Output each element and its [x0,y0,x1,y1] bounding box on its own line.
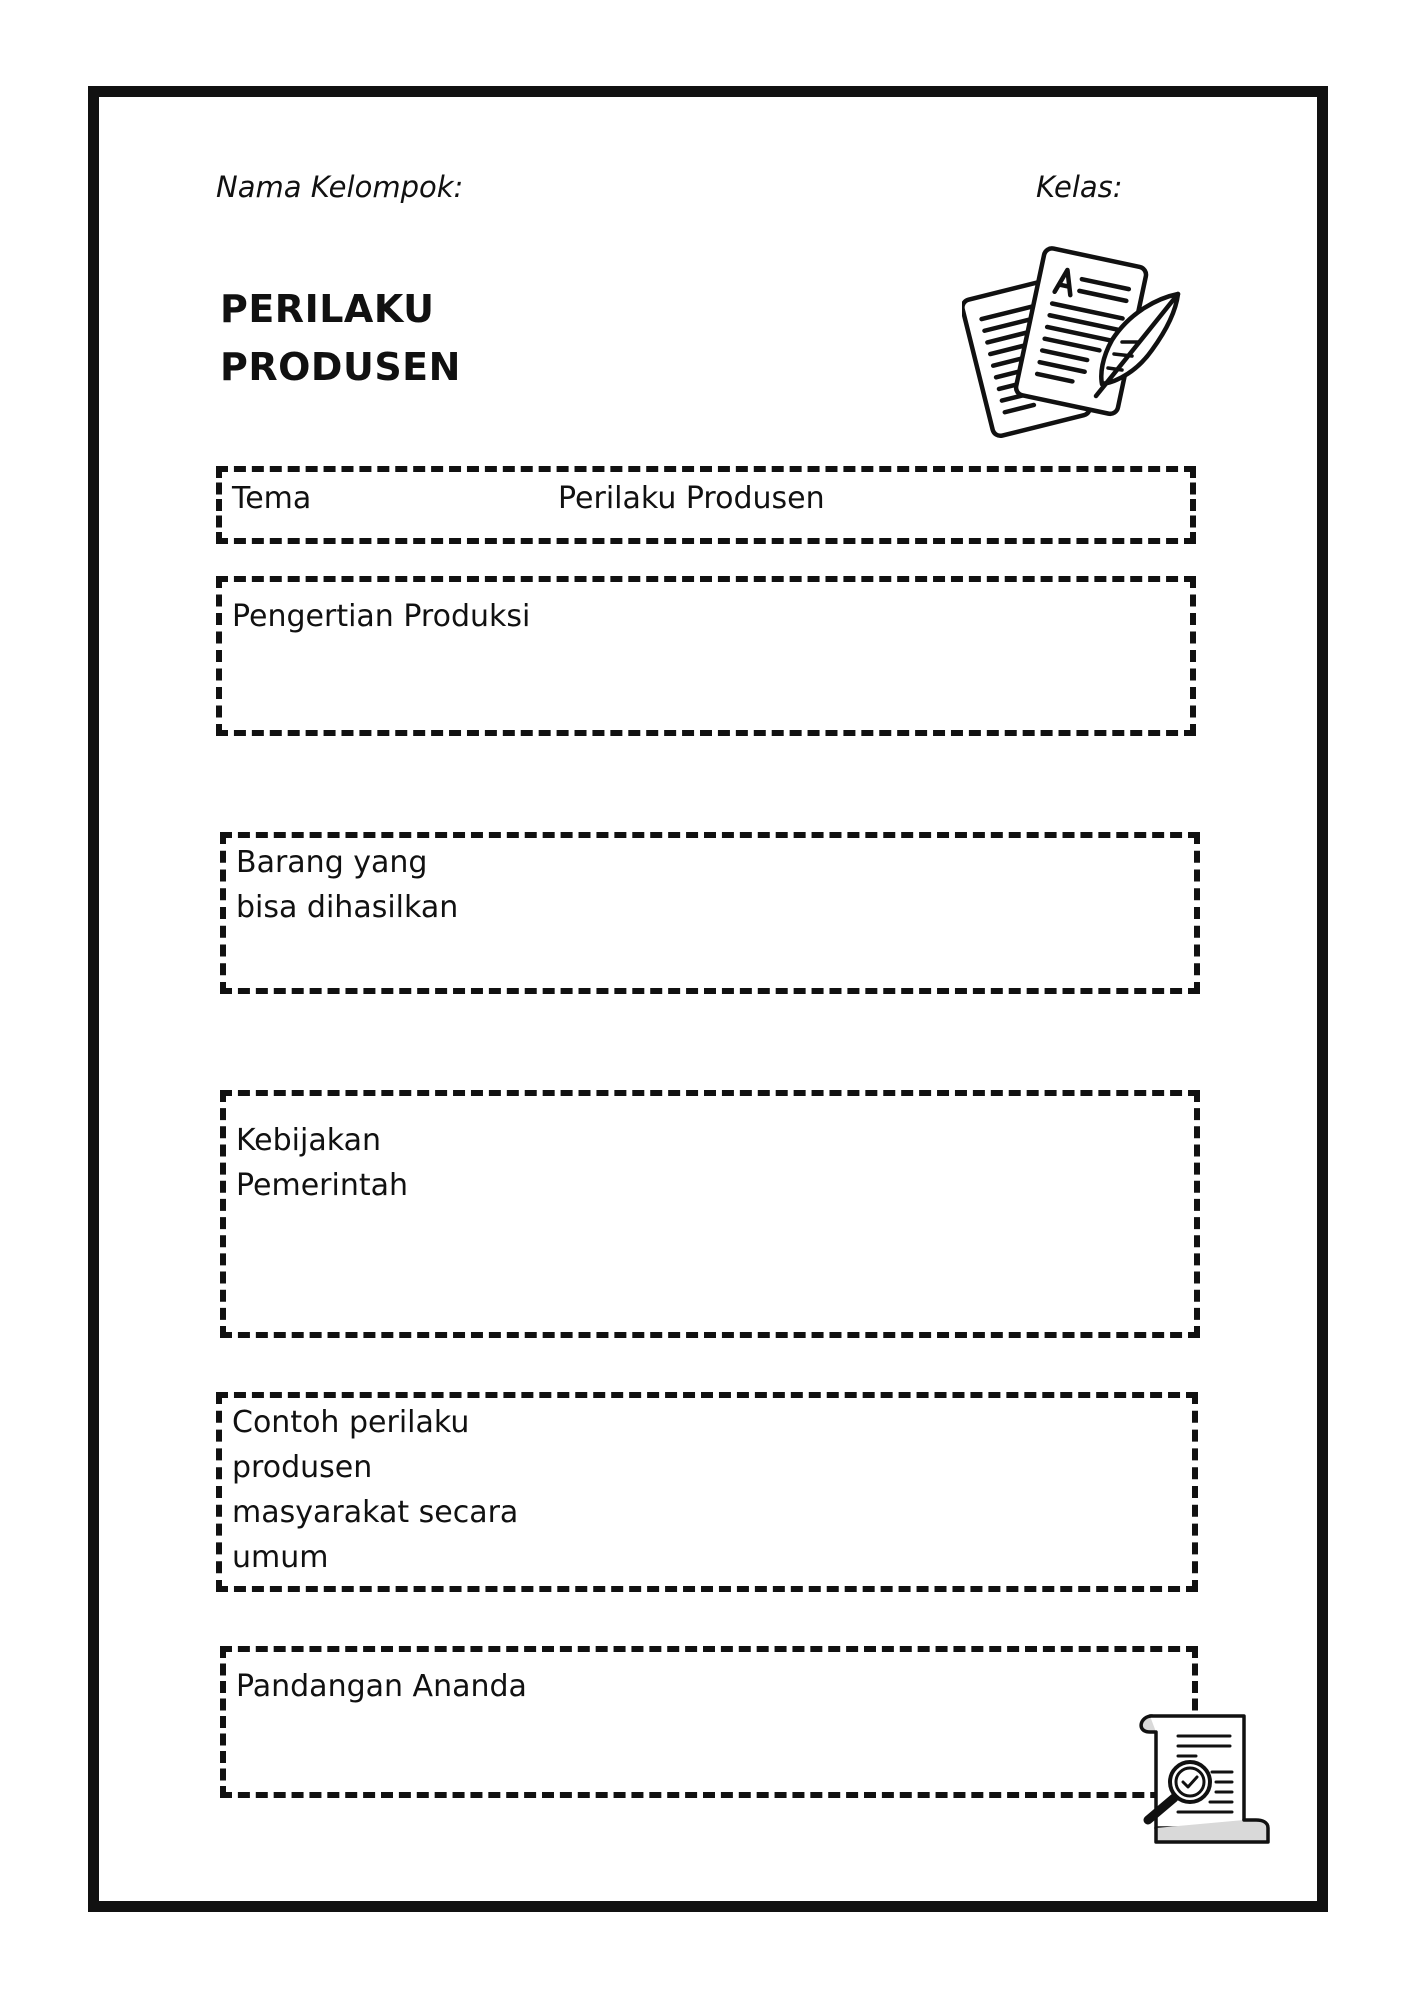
certificate-scroll-icon [1126,1702,1274,1852]
contoh-label-line-4: umum [232,1540,329,1575]
pandangan-box[interactable] [220,1646,1198,1798]
pandangan-label: Pandangan Ananda [236,1669,527,1704]
title-line-2: PRODUSEN [220,345,461,389]
barang-label [236,840,458,930]
contoh-label-line-2: produsen [232,1450,373,1485]
contoh-label [232,1400,518,1580]
kebijakan-label-line-1: Kebijakan [236,1123,381,1158]
documents-quill-icon [962,246,1192,442]
pengertian-produksi-box[interactable] [216,576,1196,736]
tema-box[interactable] [216,466,1196,544]
title-line-1: PERILAKU [220,287,435,331]
contoh-label-line-1: Contoh perilaku [232,1405,470,1440]
contoh-box[interactable] [216,1392,1198,1592]
contoh-label-line-3: masyarakat secara [232,1495,519,1530]
page-title [220,280,461,396]
group-name-label: Nama Kelompok: [216,170,464,204]
tema-value: Perilaku Produsen [558,481,825,516]
class-label: Kelas: [1036,170,1123,204]
barang-box[interactable] [220,832,1200,994]
tema-label: Tema [232,481,312,516]
kebijakan-label-line-2: Pemerintah [236,1168,409,1203]
barang-label-line-1: Barang yang [236,845,428,880]
kebijakan-label [236,1118,408,1208]
barang-label-line-2: bisa dihasilkan [236,890,459,925]
pengertian-produksi-label: Pengertian Produksi [232,599,531,634]
kebijakan-box[interactable] [220,1090,1200,1338]
